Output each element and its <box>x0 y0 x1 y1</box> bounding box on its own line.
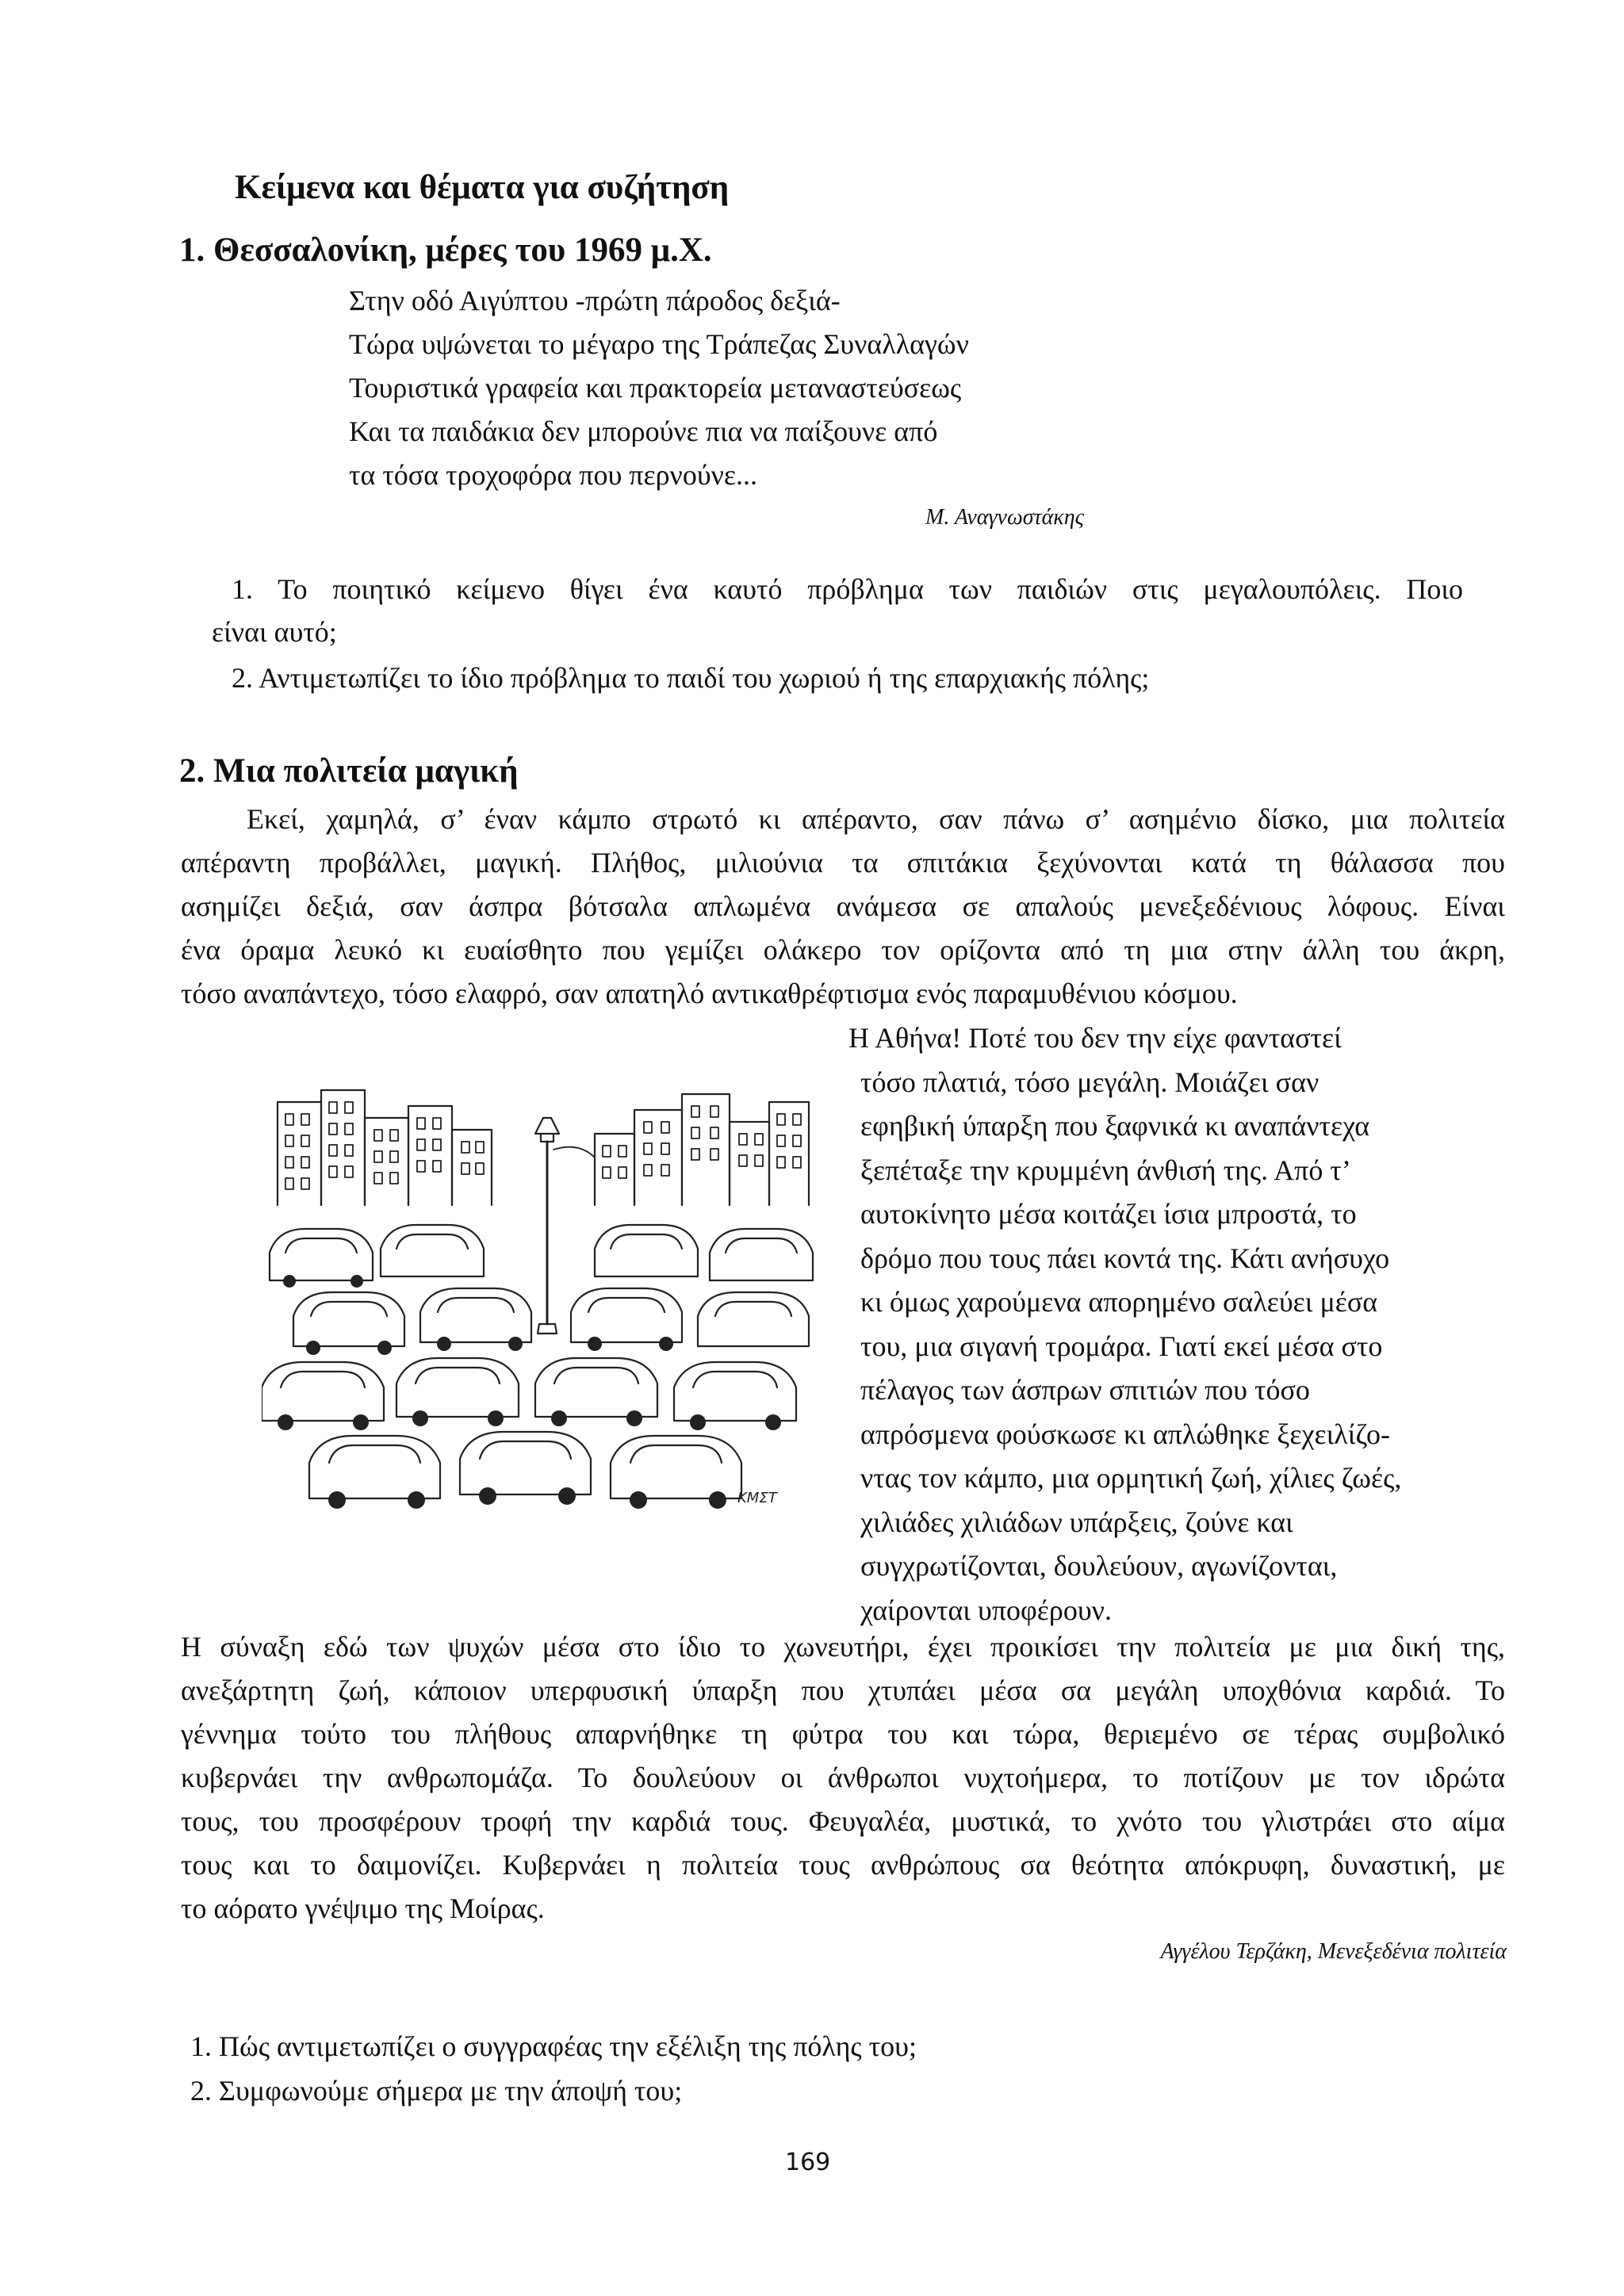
paragraph-line: Εκεί, χαμηλά, σ’ έναν κάμπο στρωτό κι απέραντο, σαν πάνω σ’ ασημένιο δίσκο, μια πολιτεία <box>247 803 1505 835</box>
column-line: χαίρονται υποφέρουν. <box>860 1594 1112 1626</box>
column-line: πέλαγος των άσπρων σπιτιών που τόσο <box>860 1374 1310 1406</box>
column-line: ντας τον κάμπο, μια ορμητική ζωή, χίλιες ζωές, <box>860 1462 1402 1494</box>
poem-line: Τουριστικά γραφεία και πρακτορεία μεταναστεύσεως <box>349 372 962 404</box>
lamppost-icon <box>535 1118 595 1334</box>
column-line: χιλιάδες χιλιάδων υπάρξεις, ζούνε και <box>860 1506 1293 1538</box>
column-line: δρόμο που τους πάει κοντά της. Κάτι ανήσυχο <box>860 1242 1390 1274</box>
column-line: κι όμως χαρούμενα απορημένο σαλεύει μέσα <box>860 1286 1378 1318</box>
poem-line: Στην οδό Αιγύπτου -πρώτη πάροδος δεξιά- <box>349 285 841 316</box>
paragraph-line: γέννημα τούτο του πλήθους απαρνήθηκε τη φύτρα του και τώρα, θεριεμένο σε τέρας συμβολικό <box>181 1718 1505 1750</box>
paragraph-line: το αόρατο γνέψιμο της Μοίρας. <box>181 1892 545 1924</box>
column-line: του, μια σιγανή τρομάρα. Γιατί εκεί μέσα στο <box>860 1330 1383 1362</box>
prose-section-title: 2. Μια πολιτεία μαγική <box>179 752 519 790</box>
traffic-jam-cartoon <box>262 1086 845 1518</box>
poem-section-title: 1. Θεσσαλονίκη, μέρες του 1969 μ.Χ. <box>179 232 712 269</box>
question-2: 2. Αντιμετωπίζει το ίδιο πρόβλημα το παιδί του χωριού ή της επαρχιακής πόλης; <box>232 662 1150 694</box>
page-number: 169 <box>785 2149 831 2176</box>
paragraph-line: τόσο αναπάντεχο, τόσο ελαφρό, σαν απατηλό αντικαθρέφτισμα ενός παραμυθένιου κόσμου. <box>181 978 1238 1009</box>
section-title: Κείμενα και θέματα για συζήτηση <box>235 169 730 206</box>
discussion-question: 2. Συμφωνούμε σήμερα με την άποψή του; <box>190 2075 683 2107</box>
poem-line: τα τόσα τροχοφόρα που περνούνε... <box>349 459 758 491</box>
column-line: αυτοκίνητο μέσα κοιτάζει ίσια μπροστά, το <box>860 1198 1357 1230</box>
paragraph-line: τους και το δαιμονίζει. Κυβερνάει η πολιτεία τους ανθρώπους σα θεότητα απόκρυφη, δυναστική, με <box>181 1849 1505 1881</box>
paragraph-1 <box>181 798 1505 1016</box>
question-1-line-1: 1. Το ποιητικό κείμενο θίγει ένα καυτό πρόβλημα των παιδιών στις μεγαλουπόλεις. Ποιο <box>232 573 1463 605</box>
column-line: τόσο πλατιά, τόσο μεγάλη. Μοιάζει σαν <box>860 1066 1320 1098</box>
poem-line: Τώρα υψώνεται το μέγαρο της Τράπεζας Συναλλαγών <box>349 328 969 360</box>
building-icon <box>278 1090 809 1205</box>
paragraph-line: απέραντη προβάλλει, μαγική. Πλήθος, μιλιούνια τα σπιτάκια ξεχύνονται κατά τη θάλασσα που <box>181 847 1505 878</box>
paragraph-2 <box>181 1625 1505 1931</box>
column-line: απρόσμενα φούσκωσε κι απλώθηκε ξεχειλίζο- <box>860 1418 1391 1450</box>
paragraph-line: ανεξάρτητη ζωή, κάποιον υπερφυσική ύπαρξη που χτυπάει μέσα σα μεγάλη υποχθόνια καρδιά. Το <box>181 1674 1505 1706</box>
wheel-icon <box>278 1275 781 1509</box>
paragraph-line: ένα όραμα λευκό κι ευαίσθητο που γεμίζει ολάκερο τον ορίζοντα από τη μια στην άλλη του άκρη, <box>181 934 1505 966</box>
column-line: συγχρωτίζονται, δουλεύουν, αγωνίζονται, <box>860 1550 1338 1582</box>
poem-author: Μ. Αναγνωστάκης <box>925 505 1084 530</box>
prose-source: Αγγέλου Τερζάκη, Μενεξεδένια πολιτεία <box>1160 1939 1507 1964</box>
poem-line: Και τα παιδάκια δεν μπορούνε πια να παίξουνε από <box>349 415 938 447</box>
paragraph-line: Η σύναξη εδώ των ψυχών μέσα στο ίδιο το χωνευτήρι, έχει προικίσει την πολιτεία με μια δική της, <box>181 1631 1505 1663</box>
column-line: ξεπέταξε την κρυμμένη άνθισή της. Από τ’ <box>860 1154 1351 1186</box>
column-line: Η Αθήνα! Ποτέ του δεν την είχε φανταστεί <box>848 1022 1342 1054</box>
cartoon-signature: ΚΜΣΤ <box>737 1490 777 1506</box>
column-line: εφηβική ύπαρξη που ξαφνικά κι αναπάντεχα <box>860 1110 1370 1142</box>
question-1-line-2: είναι αυτό; <box>212 616 337 648</box>
discussion-question: 1. Πώς αντιμετωπίζει ο συγγραφέας την εξέλιξη της πόλης του; <box>190 2030 917 2062</box>
paragraph-line: ασημίζει δεξιά, σαν άσπρα βότσαλα απλωμένα ανάμεσα σε απαλούς μενεξεδένιους λόφους. Είναι <box>181 890 1505 922</box>
car-icon <box>262 1225 813 1498</box>
paragraph-line: κυβερνάει την ανθρωπομάζα. Το δουλεύουν οι άνθρωποι νυχτοήμερα, το ποτίζουν με τον ιδρώτα <box>181 1762 1505 1793</box>
paragraph-line: τους, του προσφέρουν τροφή την καρδιά τους. Φευγαλέα, μυστικά, το χνότο του γλιστράει στο αίμα <box>181 1805 1505 1837</box>
poem <box>349 279 969 497</box>
column-text <box>848 1016 1401 1632</box>
